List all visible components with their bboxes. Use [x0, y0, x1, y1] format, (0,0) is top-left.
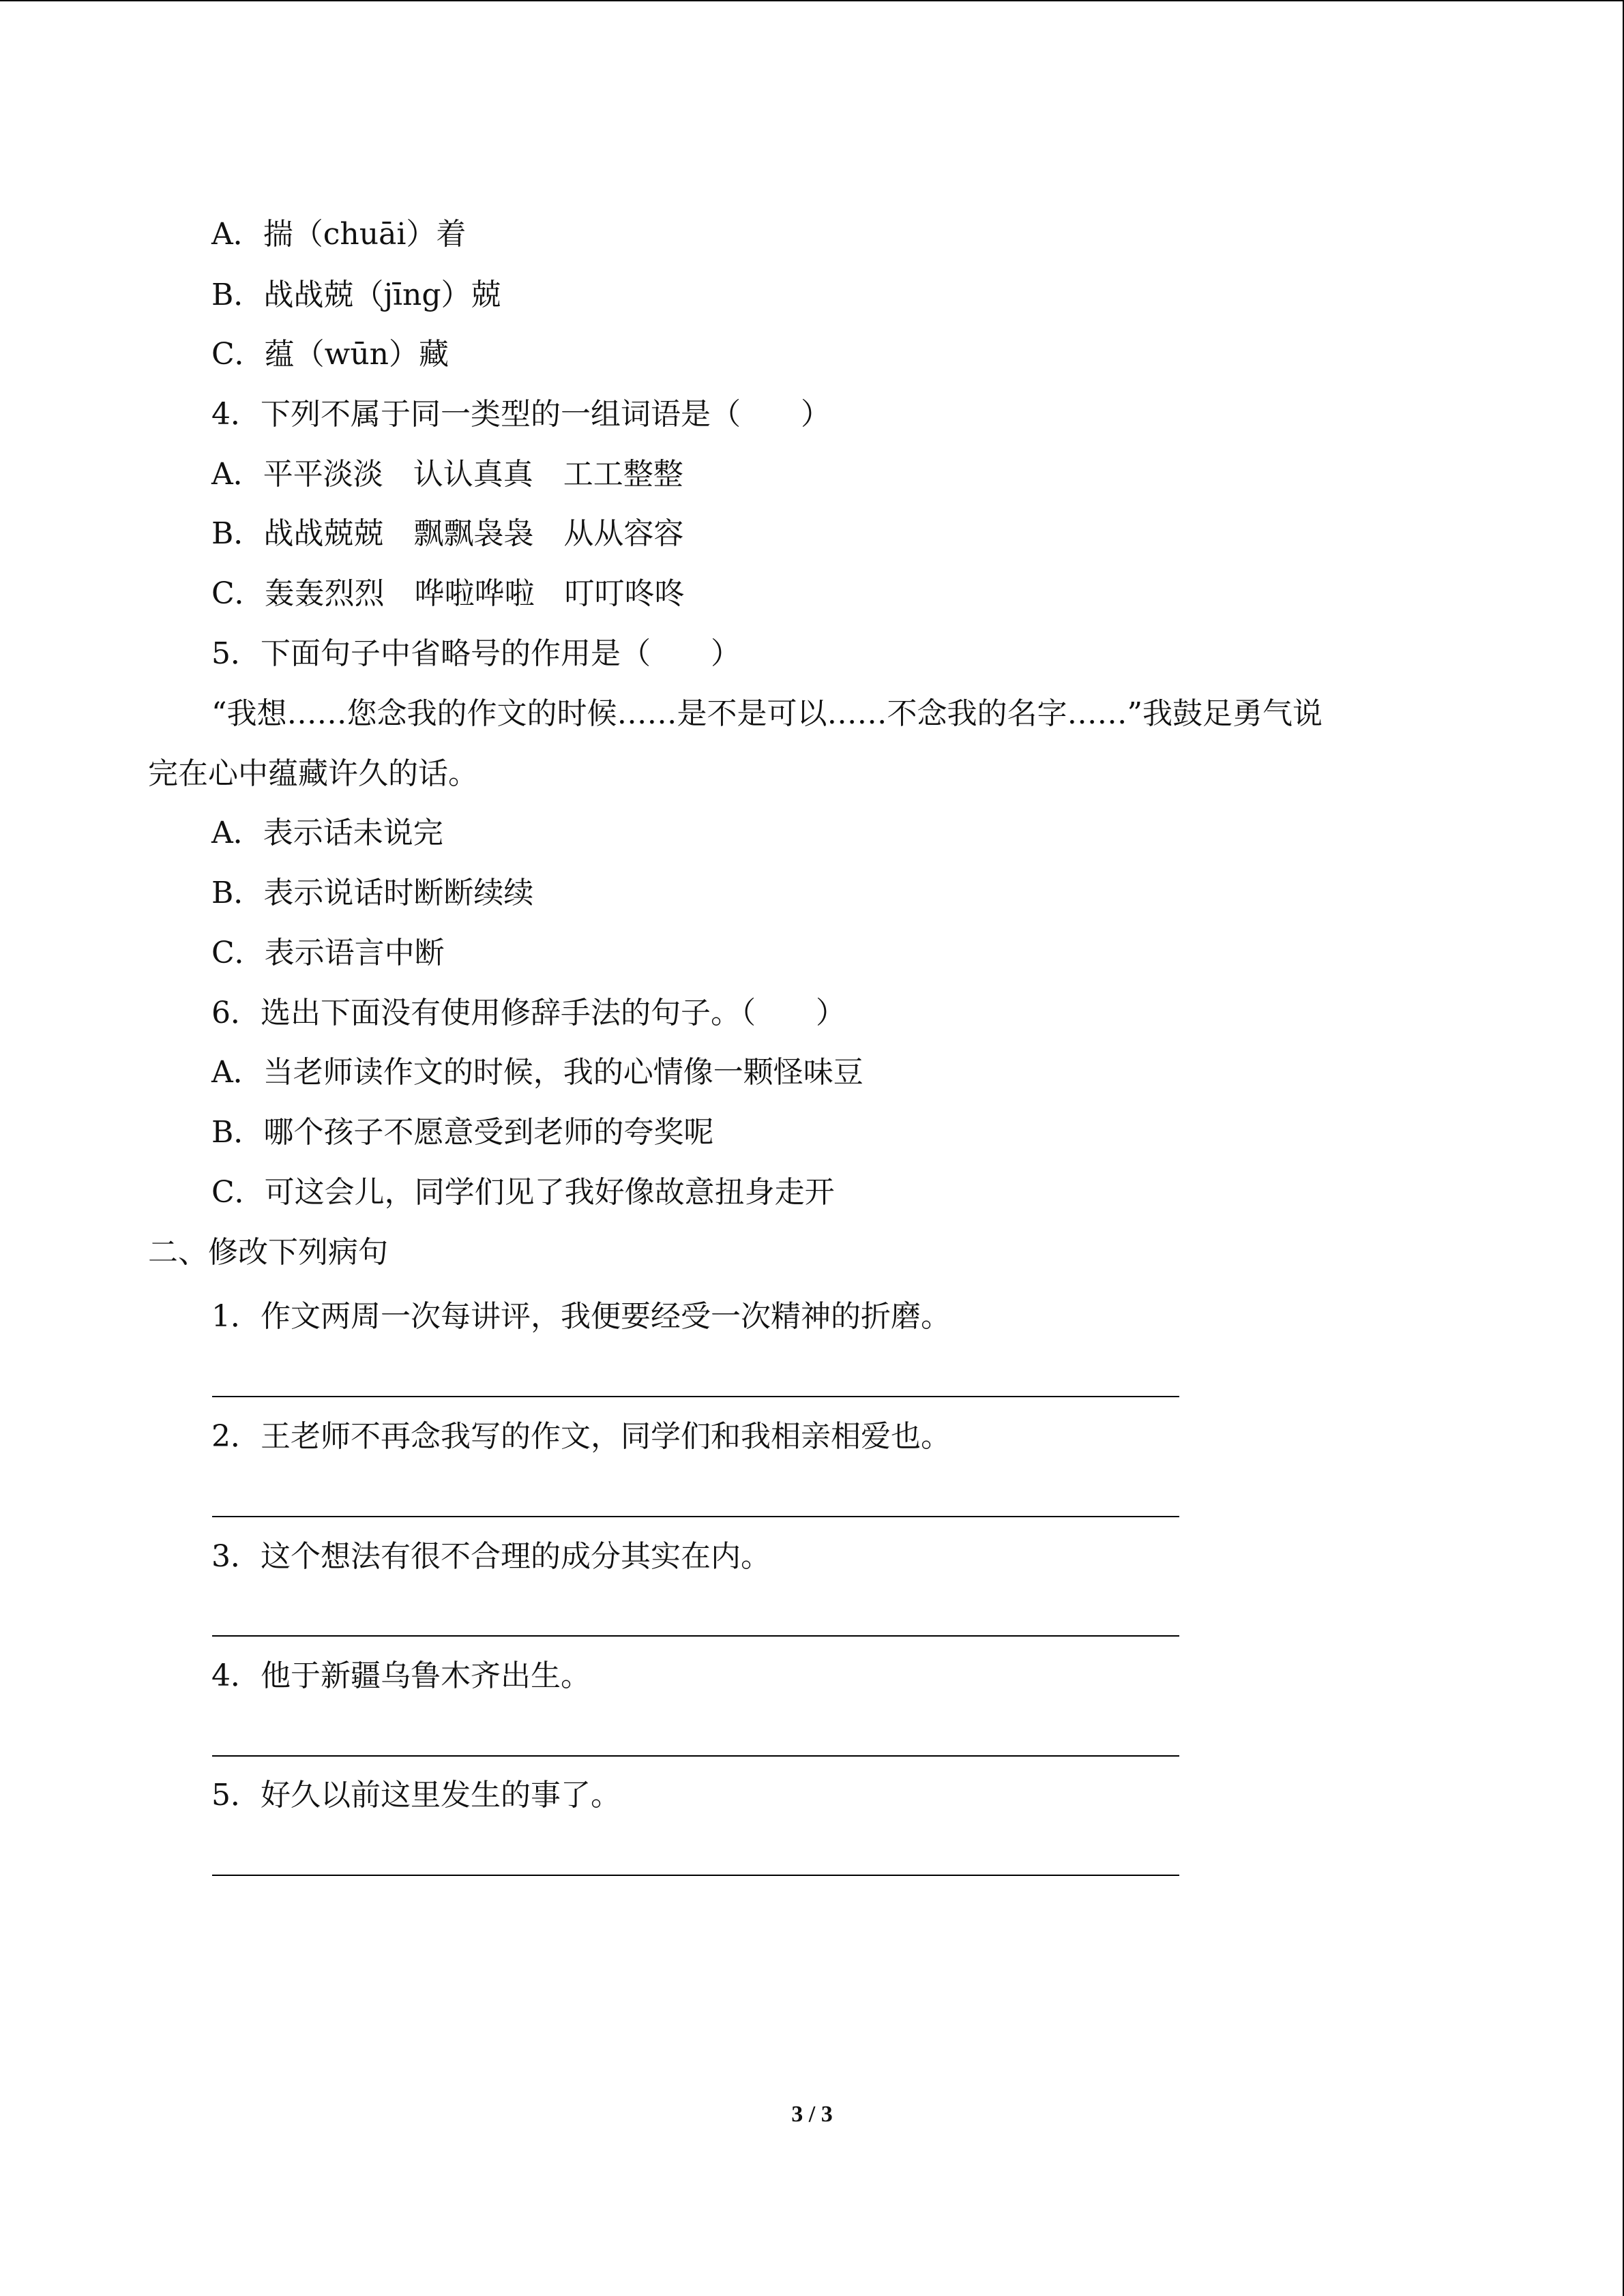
q5-stem: 5．下面句子中省略号的作用是（ ）	[211, 636, 741, 671]
q6-option-b: B．哪个孩子不愿意受到老师的夸奖呢	[211, 1115, 714, 1150]
answer-line-3[interactable]	[212, 1635, 1179, 1637]
answer-line-2[interactable]	[212, 1516, 1179, 1517]
q3-option-a: A．揣（chuāi）着	[211, 217, 467, 252]
q5-option-c: C．表示语言中断	[211, 936, 445, 970]
q5-option-a: A．表示话未说完	[211, 816, 443, 850]
sentence-4: 4．他于新疆乌鲁木齐出生。	[211, 1658, 591, 1693]
q6-option-a: A．当老师读作文的时候，我的心情像一颗怪味豆	[211, 1055, 863, 1090]
q4-option-b: B．战战兢兢 飘飘袅袅 从从容容	[211, 516, 684, 551]
q5-option-b: B．表示说话时断断续续	[211, 876, 534, 910]
q5-quote-line1: “我想……您念我的作文的时候……是不是可以……不念我的名字……”我鼓足勇气说	[211, 696, 1323, 731]
answer-line-5[interactable]	[212, 1875, 1179, 1876]
q4-stem: 4．下列不属于同一类型的一组词语是（ ）	[211, 397, 831, 432]
section2-heading: 二、修改下列病句	[148, 1235, 388, 1270]
sentence-3: 3．这个想法有很不合理的成分其实在内。	[211, 1539, 771, 1574]
answer-line-1[interactable]	[212, 1396, 1179, 1397]
q4-option-a: A．平平淡淡 认认真真 工工整整	[211, 457, 683, 492]
sentence-5: 5．好久以前这里发生的事了。	[211, 1778, 621, 1813]
q5-quote-line2: 完在心中蕴藏许久的话。	[148, 756, 478, 791]
q3-option-c: C．蕴（wūn）藏	[211, 337, 449, 372]
q3-option-b: B．战战兢（jīng）兢	[211, 278, 501, 312]
page-number: 3 / 3	[791, 2102, 833, 2127]
q6-stem: 6．选出下面没有使用修辞手法的句子。（ ）	[211, 996, 846, 1030]
q6-option-c: C．可这会儿，同学们见了我好像故意扭身走开	[211, 1175, 835, 1210]
answer-line-4[interactable]	[212, 1755, 1179, 1757]
sentence-1: 1．作文两周一次每讲评，我便要经受一次精神的折磨。	[211, 1299, 951, 1334]
q4-option-c: C．轰轰烈烈 哗啦哗啦 叮叮咚咚	[211, 576, 685, 611]
sentence-2: 2．王老师不再念我写的作文，同学们和我相亲相爱也。	[211, 1419, 951, 1454]
